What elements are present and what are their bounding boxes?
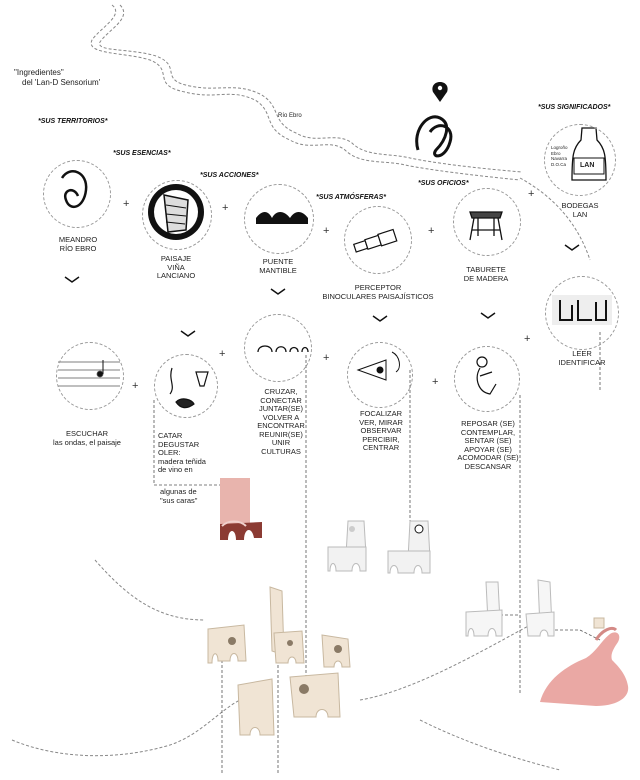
label-meandro: MEANDRO RÍO EBRO <box>58 235 98 253</box>
label-catar-extra: algunas de "sus caras" <box>160 487 198 505</box>
circle-cruzar <box>244 314 312 382</box>
circle-meandro <box>43 160 111 228</box>
chevron-down-icon <box>180 330 196 338</box>
label-paisaje: PAISAJE VIÑA LANCIANO <box>156 254 196 280</box>
plus-icon: + <box>524 333 531 345</box>
label-leer: LEER IDENTIFICAR <box>558 349 606 367</box>
title-line-2: del 'Lan-D Sensorium' <box>22 78 101 87</box>
plus-icon: + <box>323 225 330 237</box>
chevron-down-icon <box>270 288 286 296</box>
label-perceptor: PERCEPTOR BINOCULARES PAISAJÍSTICOS <box>322 283 434 301</box>
stool-cluster-image <box>198 585 368 755</box>
label-bodegas: BODEGAS LAN <box>561 201 599 219</box>
location-pin-icon <box>432 82 447 102</box>
label-puente: PUENTE MANTIBLE <box>259 257 297 275</box>
label-focalizar: FOCALIZAR VER, MIRAR OBSERVAR PERCIBIR, CENTRAR <box>359 409 403 452</box>
plus-icon: + <box>222 202 229 214</box>
header-atmosferas: *SUS ATMÓSFERAS* <box>316 194 387 201</box>
circle-leer <box>545 276 619 350</box>
hand-touching-image <box>536 610 632 706</box>
circle-catar <box>154 354 218 418</box>
header-significados: *SUS SIGNIFICADOS* <box>538 104 611 111</box>
chevron-down-icon <box>480 312 496 320</box>
label-taburete: TABURETE DE MADERA <box>463 265 509 283</box>
plus-icon: + <box>528 188 535 200</box>
diagram-title <box>14 68 100 88</box>
label-reposar: REPOSAR (SE) CONTEMPLAR, SENTAR (SE) APOYAR (SE) ACOMODAR (SE) DESCANSAR <box>457 419 519 471</box>
header-oficios: *SUS OFICIOS* <box>418 180 469 187</box>
plus-icon: + <box>323 352 330 364</box>
label-escuchar: ESCUCHAR las ondas, el paisaje <box>53 429 121 447</box>
plus-icon: + <box>219 348 226 360</box>
plus-icon: + <box>132 380 139 392</box>
circle-taburete <box>453 188 521 256</box>
circle-puente <box>244 184 314 254</box>
circle-paisaje <box>142 180 212 250</box>
circle-reposar <box>454 346 520 412</box>
plus-icon: + <box>432 376 439 388</box>
circle-focalizar <box>347 342 413 408</box>
circle-escuchar <box>56 342 124 410</box>
chevron-down-icon <box>564 244 580 252</box>
label-cruzar: CRUZAR, CONECTAR JUNTAR(SE) VOLVER A ENCONTRAR REUNIR(SE) UNIR CULTURAS <box>257 387 305 456</box>
label-catar: CATAR DEGUSTAR OLER: madera teñida de vino en <box>158 431 206 474</box>
white-stools-image <box>322 515 442 575</box>
river-meander-sketch <box>417 117 451 156</box>
chevron-down-icon <box>64 276 80 284</box>
header-acciones: *SUS ACCIONES* <box>200 172 259 179</box>
wine-stained-stool-image <box>218 478 264 540</box>
circle-perceptor <box>344 206 412 274</box>
bottle-brand: LAN <box>580 162 595 169</box>
bottle-label-text: Logroño Ebro Navarra D.O.Ca <box>551 145 568 167</box>
plus-icon: + <box>123 198 130 210</box>
header-territorios: *SUS TERRITORIOS* <box>38 118 108 125</box>
river-label: Río Ebro <box>278 113 302 119</box>
chevron-down-icon <box>372 315 388 323</box>
title-line-1: "Ingredientes" <box>14 68 64 77</box>
plus-icon: + <box>428 225 435 237</box>
header-esencias: *SUS ESENCIAS* <box>113 150 171 157</box>
